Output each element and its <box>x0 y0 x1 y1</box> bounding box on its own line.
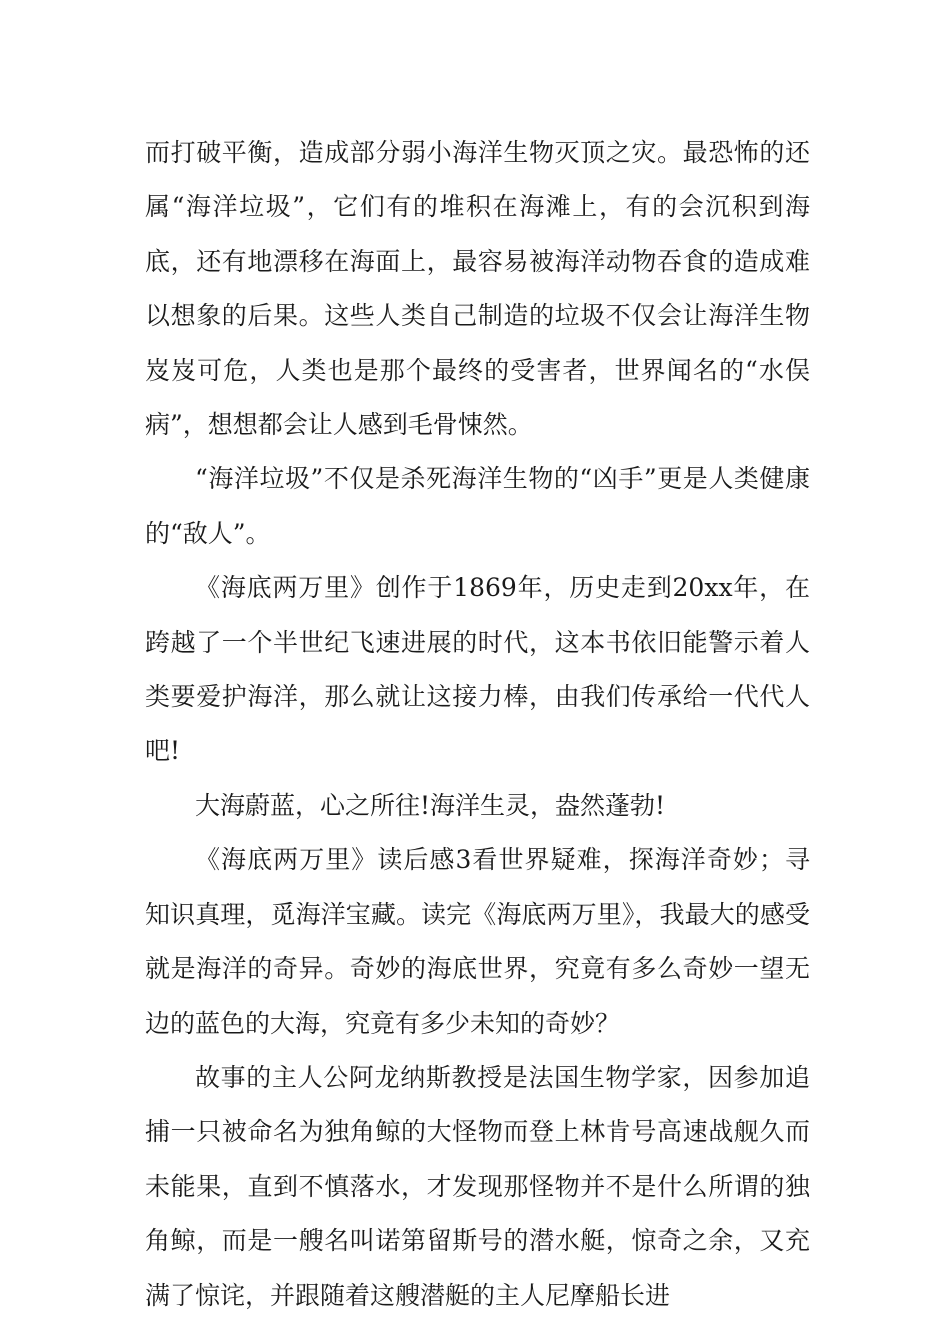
paragraph: “海洋垃圾”不仅是杀死海洋生物的“凶手”更是人类健康的“敌人”。 <box>145 464 810 548</box>
document-body <box>145 126 810 1323</box>
paragraph: 大海蔚蓝，心之所往!海洋生灵，盎然蓬勃! <box>195 790 666 820</box>
paragraph: 《海底两万里》读后感3看世界疑难，探海洋奇妙；寻知识真理，觅海洋宝藏。读完《海底两万里》，我最大的感受就是海洋的奇异。奇妙的海底世界，究竟有多么奇妙一望无边的蓝色的大海，究竟有多少未知的奇妙？ <box>145 845 810 1038</box>
paragraph: 而打破平衡，造成部分弱小海洋生物灭顶之灾。最恐怖的还属“海洋垃圾”，它们有的堆积在海滩上，有的会沉积到海底，还有地漂移在海面上，最容易被海洋动物吞食的造成难以想象的后果。这些人类自己制造的垃圾不仅会让海洋生物岌岌可危，人类也是那个最终的受害者，世界闻名的“水俣病”，想想都会让人感到毛骨悚然。 <box>145 138 810 440</box>
paragraph: 《海底两万里》创作于1869年，历史走到20xx年，在跨越了一个半世纪飞速进展的时代，这本书依旧能警示着人类要爱护海洋，那么就让这接力棒，由我们传承给一代代人吧! <box>145 573 810 766</box>
paragraph: 故事的主人公阿龙纳斯教授是法国生物学家，因参加追捕一只被命名为独角鲸的大怪物而登上林肯号高速战舰久而未能果，直到不慎落水，才发现那怪物并不是什么所谓的独角鲸，而是一艘名叫诺第留斯号的潜水艇，惊奇之余，又充满了惊诧，并跟随着这艘潜艇的主人尼摩船长进 <box>145 1062 810 1310</box>
